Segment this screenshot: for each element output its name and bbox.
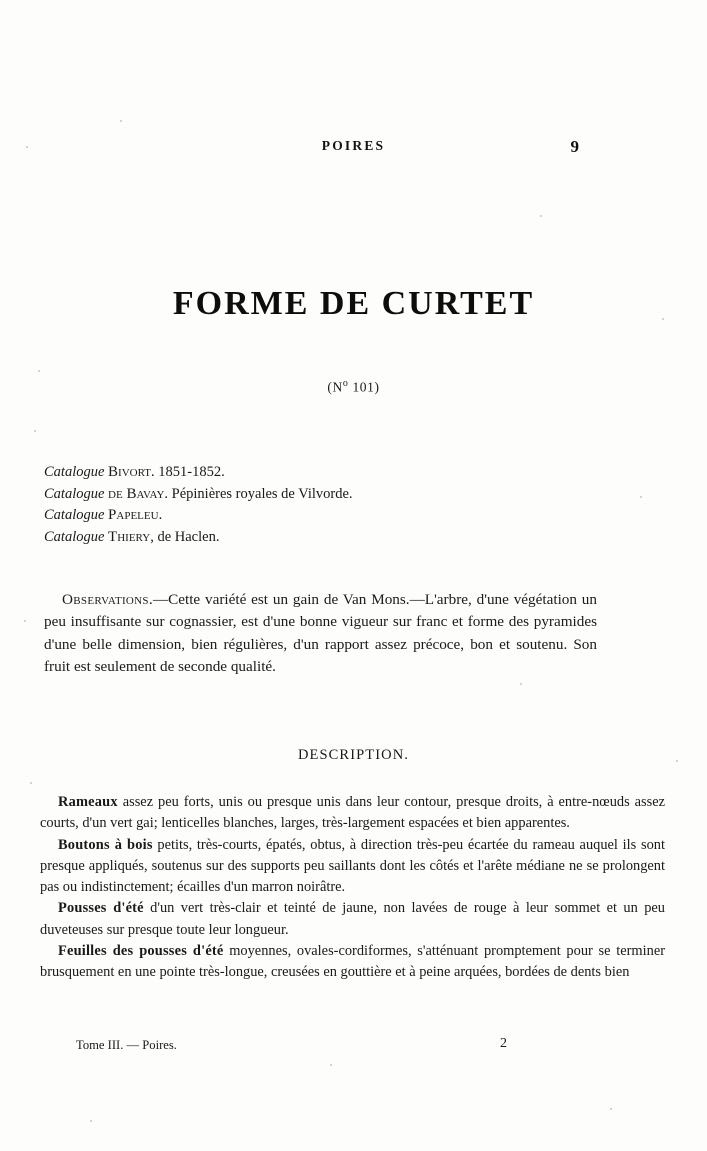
list-item: [44, 484, 604, 506]
description-term: Pousses d'été: [58, 900, 144, 917]
reference-author: Bivort: [108, 464, 151, 480]
reference-label: Catalogue: [44, 507, 109, 523]
reference-label: Catalogue: [44, 464, 109, 480]
scan-speck: [520, 683, 522, 685]
description-term: Rameaux: [58, 794, 118, 810]
variety-number-prefix: (N: [327, 379, 343, 395]
description-text: moyennes, ovales-cordiformes, s'atténuant promptement pour se terminer brusquement en une pointe très-longue, creusées en gouttière et à peine arquées, bordées de dents bien: [40, 943, 665, 981]
list-item: [44, 462, 604, 484]
reference-list: [44, 462, 604, 548]
description-text: assez peu forts, unis ou presque unis dans leur contour, presque droits, à entre-nœuds assez courts, d'un vert gai; lenticelles blanches, larges, très-largement espacées et bien apparentes.: [40, 794, 665, 832]
scan-speck: [540, 215, 542, 217]
scan-speck: [330, 1064, 332, 1066]
scan-speck: [90, 1120, 92, 1122]
observations-text: —Cette variété est un gain de Van Mons.—L'arbre, d'une végétation un peu insuffisante sur cognassier, est d'une bonne vigueur sur franc et forme des pyramides d'une belle dimension, bien régulières, d'un rapport assez précoce, bon et soutenu. Son fruit est seulement de seconde qualité.: [44, 591, 597, 676]
reference-author: Thiery: [108, 528, 151, 545]
footer-volume-label: Tome III. — Poires.: [76, 1038, 177, 1052]
variety-number: [0, 378, 707, 396]
list-item: [44, 505, 604, 527]
scan-speck: [640, 496, 642, 498]
observations-paragraph: [44, 589, 597, 679]
description-term: Feuilles des pousses d'été: [58, 943, 224, 960]
reference-label: Catalogue: [44, 485, 109, 502]
description-text: petits, très-courts, épatés, obtus, à direction très-peu écartée du rameau auquel ils sont presque appliqués, soutenus sur des supports peu saillants dont les côtés et l'arête médiane ne se prolongent pas ou indistinctement; écailles d'un marron noirâtre.: [40, 836, 665, 896]
scan-speck: [30, 782, 32, 784]
scan-speck: [120, 120, 122, 122]
observations-label: Observations.: [62, 591, 153, 608]
scan-speck: [38, 370, 40, 372]
description-paragraph: [40, 792, 665, 835]
section-heading: DESCRIPTION.: [297, 747, 410, 763]
page-title: FORME DE CURTET: [172, 284, 535, 322]
description-paragraph: [40, 898, 665, 941]
description-text: d'un vert très-clair et teinté de jaune, non lavées de rouge à leur sommet et un peu duveteuses sur presque toute leur longueur.: [40, 900, 665, 938]
reference-detail: .: [158, 507, 163, 523]
reference-detail: . Pépinières royales de Vilvorde.: [164, 485, 353, 502]
description-body: [40, 792, 665, 984]
running-head: POIRES: [321, 138, 386, 153]
scan-speck: [24, 620, 26, 622]
reference-detail: , de Haclen.: [150, 528, 220, 545]
variety-number-suffix: 101): [348, 379, 380, 395]
reference-author: Papeleu: [108, 507, 159, 523]
scan-speck: [610, 1108, 612, 1110]
variety-number-sup: o: [342, 378, 349, 389]
scan-speck: [34, 430, 36, 432]
reference-label: Catalogue: [44, 528, 109, 545]
description-term: Boutons à bois: [58, 836, 153, 853]
reference-detail: . 1851-1852.: [151, 464, 225, 480]
page-number: 9: [570, 137, 579, 156]
description-paragraph: [40, 835, 665, 899]
description-paragraph: [40, 941, 665, 984]
list-item: [44, 527, 604, 549]
footer-signature-mark: 2: [500, 1036, 507, 1051]
reference-author: de Bavay: [108, 485, 165, 502]
